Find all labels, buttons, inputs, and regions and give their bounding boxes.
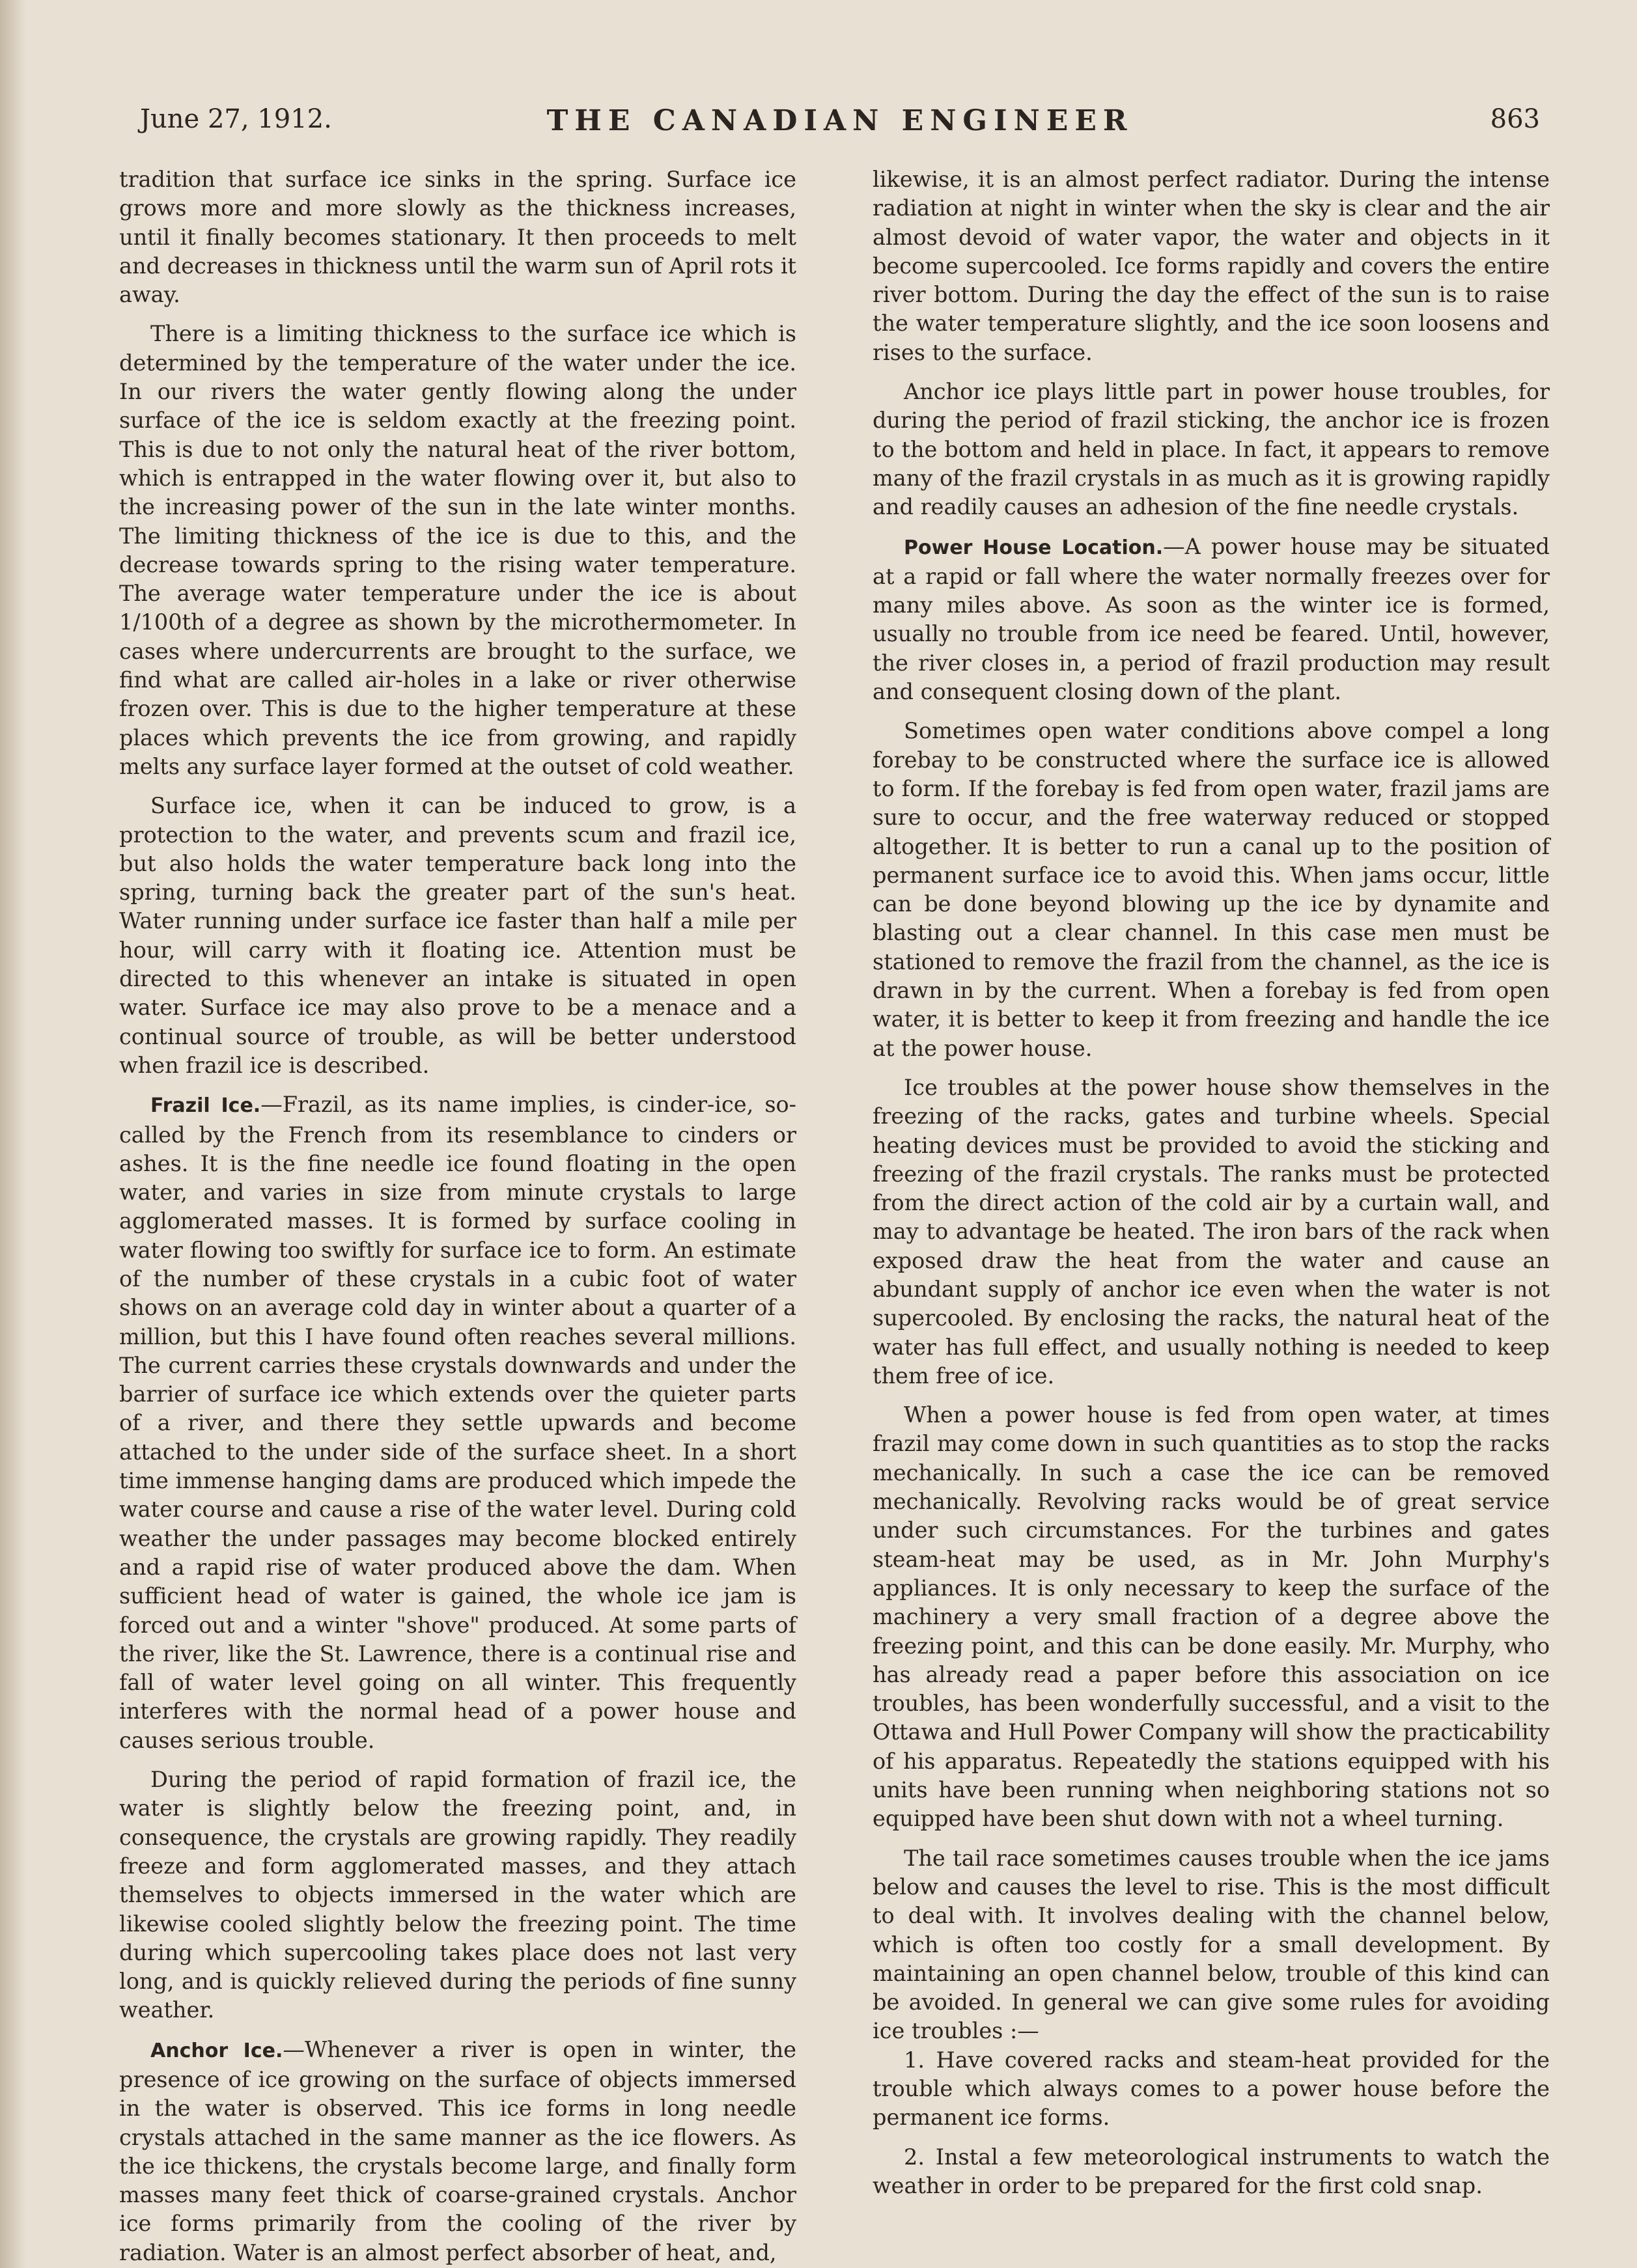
paragraph-surface-ice-protection: Surface ice, when it can be induced to grow, is a protection to the water, and prevents scum and frazil ice, but also holds the water temperature back long into the spring, turning back the greater part of the sun's heat. Water running under surface ice faster than half a mile per hour, will carry with it floating ice. Attention must be directed to this whenever an intake is situated in open water. Surface ice may also prove to be a menace and a continual source of trouble, as will be better understood when frazil ice is described. (119, 793, 796, 1078)
section-heading-frazil-ice: Frazil Ice. (150, 1094, 261, 1118)
right-column (873, 165, 1550, 2200)
paragraph-rapid-formation: During the period of rapid formation of frazil ice, the water is slightly below the freezing point, and, in consequence, the crystals are growing rapidly. They readily freeze and form agglomerated masses, and they attach themselves to objects immersed in the water which are likewise cooled slightly below the freezing point. The time during which supercooling takes place does not last very long, and is quickly relieved during the periods of fine sunny weather. (119, 1767, 796, 2023)
paragraph-anchor-ice (119, 2036, 796, 2267)
frazil-ice-text: —Frazil, as its name implies, is cinder-ice, so-called by the French from its resemblance to cinders or ashes. It is the fine needle ice found floating in the open water, and varies in size from minute crystals to large agglomerated masses. It is formed by surface cooling in water flowing too swiftly for surface ice to form. An estimate of the number of these crystals in a cubic foot of water shows on an average cold day in winter about a quarter of a million, but this I have found often reaches several millions. The current carries these crystals downwards and under the barrier of surface ice which extends over the quieter parts of a river, and there they settle upwards and become attached to the under side of the surface sheet. In a short time immense hanging dams are produced which impede the water course and cause a rise of the water level. During cold weather the under passages may become blocked entirely and a rapid rise of water produced above the dam. When sufficient head of water is gained, the whole ice jam is forced out and a winter "shove" produced. At some parts of the river, like the St. Lawrence, there is a continual rise and fall of water level going on all winter. This frequently interferes with the normal head of a power house and causes serious trouble. (119, 1092, 796, 1753)
left-column (119, 165, 796, 2267)
power-house-location-text: —A power house may be situated at a rapid or fall where the water normally freezes over for many miles above. As soon as the winter ice is formed, usually no trouble from ice need be feared. Until, however, the river closes in, a period of frazil production may result and consequent closing down of the plant. (873, 533, 1550, 705)
paragraph-power-house-location (873, 532, 1550, 707)
paragraph-limiting-thickness: There is a limiting thickness to the surface ice which is determined by the temperature of the water under the ice. In our rivers the water gently flowing along the under surface of the ice is seldom exactly at the freezing point. This is due to not only the natural heat of the river bottom, which is entrapped in the water flowing over it, but also to the increasing power of the sun in the late winter months. The limiting thickness of the ice is due to this, and the decrease towards spring to the rising water temperature. The average water temperature under the ice is about 1/100th of a degree as shown by the microthermometer. In cases where undercurrents are brought to the surface, we find what are called air-holes in a lake or river otherwise frozen over. This is due to the higher temperature at these places which prevents the ice from growing, and rapidly melts any surface layer formed at the outset of cold weather. (119, 321, 796, 779)
rules-list (873, 2046, 1550, 2200)
paragraph-racks-gates: Ice troubles at the power house show themselves in the freezing of the racks, gates and turbine wheels. Special heating devices must be provided to avoid the sticking and freezing of the frazil crystals. The ranks must be protected from the direct action of the cold air by a curtain wall, and may to advantage be heated. The iron bars of the rack when exposed draw the heat from the water and cause an abundant supply of anchor ice even when the water is not supercooled. By enclosing the racks, the natural heat of the water has full effect, and usually nothing is needed to keep them free of ice. (873, 1074, 1550, 1389)
issue-date: June 27, 1912. (140, 104, 332, 134)
paragraph-tail-race: The tail race sometimes causes trouble when the ice jams below and causes the level to rise. This is the most difficult to deal with. It involves dealing with the channel below, which is often too costly for a small development. By maintaining an open channel below, trouble of this kind can be avoided. In general we can give some rules for avoiding ice troubles :— (873, 1845, 1550, 2044)
section-heading-anchor-ice: Anchor Ice. (150, 2039, 283, 2062)
page-edge-shadow (0, 0, 26, 2268)
section-heading-power-house-location: Power House Location. (904, 536, 1164, 559)
rule-item-2: 2. Instal a few meteorological instruments to watch the weather in order to be prepared for the first cold snap. (873, 2144, 1550, 2198)
paragraph-open-water-racks: When a power house is fed from open water, at times frazil may come down in such quantities as to stop the racks mechanically. In such a case the ice can be removed mechanically. Revolving racks would be of great service under such circumstances. For the turbines and gates steam-heat may be used, as in Mr. John Murphy's appliances. It is only necessary to keep the surface of the machinery a very small fraction of a degree above the freezing point, and this can be done easily. Mr. Murphy, who has already read a paper before this association on ice troubles, has been wonderfully successful, and a visit to the Ottawa and Hull Power Company will show the practicability of his apparatus. Repeatedly the stations equipped with his units have been running when neighboring stations not so equipped have been shut down with not a wheel turning. (873, 1402, 1550, 1832)
journal-title: THE CANADIAN ENGINEER (546, 104, 1134, 137)
rule-item-1: 1. Have covered racks and steam-heat provided for the trouble which always comes to a power house before the permanent ice forms. (873, 2047, 1550, 2131)
paragraph-surface-ice-spring: tradition that surface ice sinks in the spring. Surface ice grows more and more slowly as the thickness increases, until it finally becomes stationary. It then proceeds to melt and decreases in thickness until the warm sun of April rots it away. (119, 167, 796, 308)
paragraph-forebay: Sometimes open water conditions above compel a long forebay to be constructed where the surface ice is allowed to form. If the forebay is fed from open water, frazil jams are sure to occur, and the free waterway reduced or stopped altogether. It is better to run a canal up to the position of permanent surface ice to avoid this. When jams occur, little can be done beyond blowing up the ice by dynamite and blasting out a clear channel. In this case men must be stationed to remove the frazil from the channel, as the ice is drawn in by the current. When a forebay is fed from open water, it is better to keep it from freezing and handle the ice at the power house. (873, 718, 1550, 1061)
anchor-ice-text: —Whenever a river is open in winter, the presence of ice growing on the surface of objects immersed in the water is observed. This ice forms in long needle crystals attached in the same manner as the ice flowers. As the ice thickens, the crystals become large, and finally form masses many feet thick of coarse-grained crystals. Anchor ice forms primarily from the cooling of the river by radiation. Water is an almost perfect absorber of heat, and, (119, 2036, 796, 2265)
paragraph-radiator: likewise, it is an almost perfect radiator. During the intense radiation at night in winter when the sky is clear and the air almost devoid of water vapor, the water and objects in it become supercooled. Ice forms rapidly and covers the entire river bottom. During the day the effect of the sun is to raise the water temperature slightly, and the ice soon loosens and rises to the surface. (873, 167, 1550, 365)
paragraph-anchor-ice-troubles: Anchor ice plays little part in power house troubles, for during the period of frazil sticking, the anchor ice is frozen to the bottom and held in place. In fact, it appears to remove many of the frazil crystals in as much as it is growing rapidly and readily causes an adhesion of the fine needle crystals. (873, 379, 1550, 520)
running-header (140, 104, 1540, 143)
paragraph-frazil-ice (119, 1090, 796, 1755)
page-number: 863 (1490, 104, 1540, 134)
